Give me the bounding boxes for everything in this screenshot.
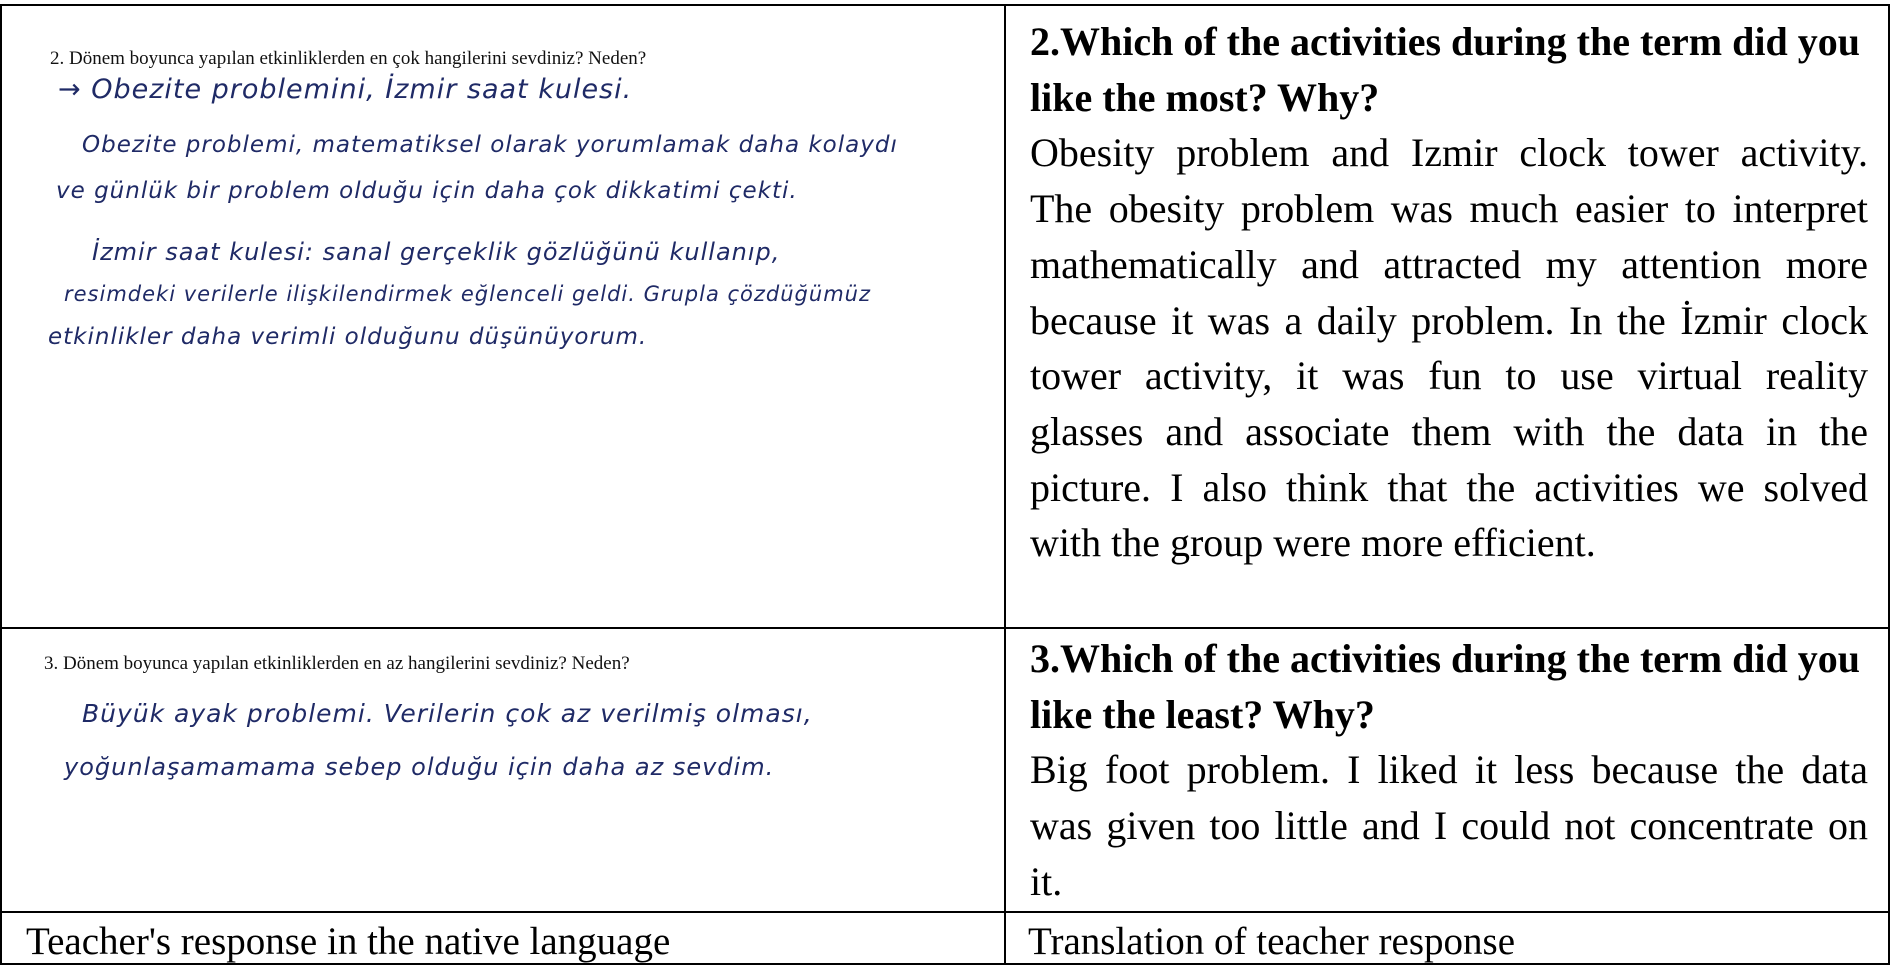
q2-hand-line: ve günlük bir problem olduğu için daha çok dikkatimi çekti. — [56, 178, 798, 204]
q2-hand-line: İzmir saat kulesi: sanal gerçeklik gözlüğünü kullanıp, — [92, 238, 781, 266]
q3-translation-title: 3.Which of the activities during the term did you like the least? Why? — [1030, 636, 1860, 737]
q3-translation-body: Big foot problem. I liked it less because the data was given too little and I could not concentrate on it. — [1030, 747, 1868, 904]
q3-hand-line: yoğunlaşamamama sebep olduğu için daha az sevdim. — [64, 753, 775, 781]
response-table — [0, 4, 1890, 965]
q2-translation-body: Obesity problem and Izmir clock tower activity. The obesity problem was much easier to interpret mathematically and attracted my attention more because it was a daily problem. In the İzmir clock tower activity, it was fun to use virtual reality glasses and associate them with the data in the picture. I also think that the activities we solved with the group were more efficient. — [1030, 130, 1868, 566]
q2-translation — [1006, 6, 1890, 627]
q2-printed-question: 2. Dönem boyunca yapılan etkinliklerden en çok hangilerini sevdiniz? Neden? — [50, 48, 647, 69]
q2-hand-line: → Obezite problemini, İzmir saat kulesi. — [58, 74, 633, 105]
row-divider-2 — [2, 911, 1888, 913]
q2-hand-line: etkinlikler daha verimli olduğunu düşünüyorum. — [48, 324, 648, 350]
footer-native-label: Teacher's response in the native language — [26, 920, 671, 963]
q3-printed-question: 3. Dönem boyunca yapılan etkinliklerden en az hangilerini sevdiniz? Neden? — [44, 653, 630, 674]
q2-hand-line: Obezite problemi, matematiksel olarak yorumlamak daha kolaydı — [82, 132, 898, 158]
q2-translation-title: 2.Which of the activities during the term did you like the most? Why? — [1030, 19, 1860, 120]
footer-translation-label: Translation of teacher response — [1028, 920, 1516, 963]
q3-translation — [1006, 629, 1890, 911]
q3-hand-line: Büyük ayak problemi. Verilerin çok az verilmiş olması, — [82, 699, 813, 728]
q2-scanned-answer — [2, 6, 1004, 627]
q3-scanned-answer — [2, 629, 1004, 911]
q2-hand-line: resimdeki verilerle ilişkilendirmek eğlenceli geldi. Grupla çözdüğümüz — [64, 282, 871, 306]
